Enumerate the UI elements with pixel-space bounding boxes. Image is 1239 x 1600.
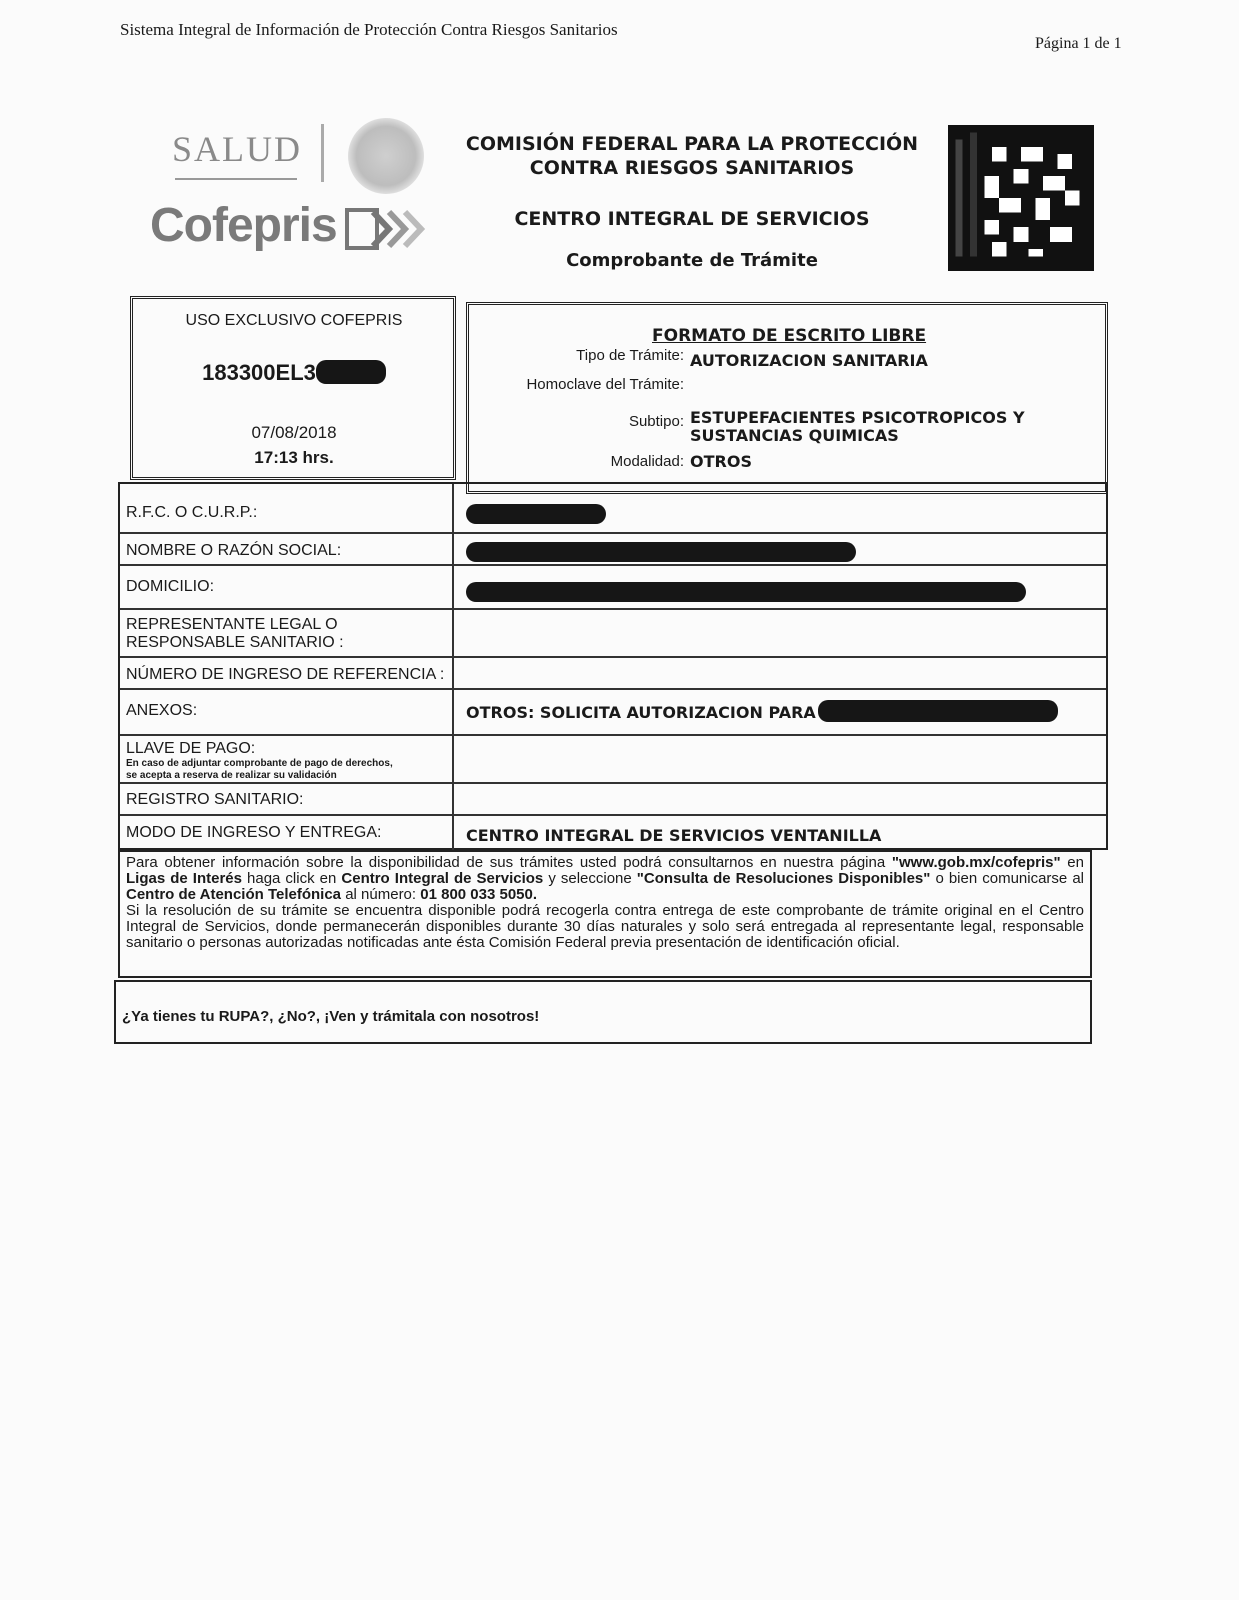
applicant-table	[118, 482, 1108, 850]
info-url: "www.gob.mx/cofepris"	[891, 854, 1061, 871]
rfc-redaction	[466, 504, 606, 524]
info-text-7: Si la resolución de su trámite se encuentra disponible podrá recogerla contra entrega de este comprobante de trámite original en el Centro Integral de Servicios, donde permanecerán disponibles durante 30 días naturales y solo será entregada al representante legal, responsable sanitario o personas autorizadas notificadas ante ésta Comisión Federal previa presentación de identificación oficial.	[126, 902, 1084, 951]
rfc-label: R.F.C. O C.U.R.P.:	[120, 484, 454, 532]
table-row	[120, 816, 1106, 850]
info-text-6: al número:	[341, 886, 421, 903]
domicilio-redaction	[466, 582, 1026, 602]
tipo-value: AUTORIZACION SANITARIA	[690, 351, 928, 370]
llave-label	[120, 736, 454, 782]
llave-note-line-1: En caso de adjuntar comprobante de pago de derechos,	[126, 758, 393, 769]
domicilio-label: DOMICILIO:	[120, 566, 454, 608]
registro-label: REGISTRO SANITARIO:	[120, 784, 454, 814]
anexos-label: ANEXOS:	[120, 690, 454, 734]
info-consulta: "Consulta de Resoluciones Disponibles"	[636, 870, 931, 887]
folio-text: 183300EL3	[202, 360, 316, 385]
info-text-4: y seleccione	[543, 870, 637, 887]
document-title: Comprobante de Trámite	[566, 250, 818, 271]
system-name: Sistema Integral de Información de Protección Contra Riesgos Sanitarios	[120, 20, 618, 39]
domicilio-value	[458, 566, 1106, 608]
info-text-3: haga click en	[241, 870, 342, 887]
subtipo-value-line-1: ESTUPEFACIENTES PSICOTROPICOS Y	[690, 408, 1025, 427]
nombre-value	[458, 534, 1106, 564]
modalidad-value: OTROS	[690, 452, 752, 471]
subtipo-value-line-2: SUSTANCIAS QUIMICAS	[690, 426, 899, 445]
logo-divider	[321, 124, 324, 182]
representante-value	[458, 610, 1106, 656]
rupa-message: ¿Ya tienes tu RUPA?, ¿No?, ¡Ven y trámitala con nosotros!	[114, 980, 1092, 1044]
center-title: CENTRO INTEGRAL DE SERVICIOS	[514, 208, 870, 230]
llave-note-line-2: se acepta a reserva de realizar su validación	[126, 770, 337, 781]
subtipo-label: Subtipo:	[628, 413, 684, 430]
anexos-text: OTROS: SOLICITA AUTORIZACION PARA	[466, 703, 816, 722]
info-text-5: o bien comunicarse al	[930, 870, 1084, 887]
format-heading: FORMATO DE ESCRITO LIBRE	[652, 326, 927, 346]
salud-underline	[175, 178, 297, 180]
table-row	[120, 736, 1106, 784]
table-row	[120, 610, 1106, 658]
cofepris-chevrons-icon	[345, 198, 435, 258]
tipo-label: Tipo de Trámite:	[576, 347, 684, 364]
agency-title-line-2: CONTRA RIESGOS SANITARIOS	[529, 157, 855, 179]
table-row	[120, 534, 1106, 566]
representante-label-line-1: REPRESENTANTE LEGAL O	[126, 616, 338, 633]
modo-value: CENTRO INTEGRAL DE SERVICIOS VENTANILLA	[466, 826, 882, 845]
modalidad-label: Modalidad:	[610, 453, 684, 470]
salud-seal-icon	[348, 118, 424, 194]
exclusive-use-heading: USO EXCLUSIVO COFEPRIS	[185, 312, 403, 329]
info-text-1: Para obtener información sobre la disponibilidad de sus trámites usted podrá consultarnos en nuestra página	[126, 854, 886, 871]
rfc-value	[458, 484, 1106, 532]
modo-label: MODO DE INGRESO Y ENTREGA:	[120, 816, 454, 850]
table-row	[120, 784, 1106, 816]
info-cat: Centro de Atención Telefónica	[126, 886, 342, 903]
info-cis: Centro Integral de Servicios	[341, 870, 544, 887]
registro-value	[458, 784, 1106, 814]
info-paragraph	[118, 850, 1092, 978]
receipt-time: 17:13 hrs.	[254, 448, 334, 467]
info-ligas: Ligas de Interés	[126, 870, 242, 887]
table-row	[120, 658, 1106, 690]
table-row	[120, 690, 1106, 736]
representante-label-line-2: RESPONSABLE SANITARIO :	[126, 634, 344, 651]
referencia-label: NÚMERO DE INGRESO DE REFERENCIA :	[120, 658, 454, 688]
anexos-redaction	[818, 700, 1058, 722]
info-phone: 01 800 033 5050.	[420, 886, 538, 903]
folio-number	[133, 360, 455, 386]
receipt-date: 07/08/2018	[251, 423, 337, 442]
table-row	[120, 566, 1106, 610]
llave-value	[458, 736, 1106, 782]
salud-logo: SALUD	[172, 129, 303, 169]
cofepris-logo: Cofepris	[150, 199, 337, 252]
anexos-value	[458, 690, 1106, 734]
page-number: Página 1 de 1	[1035, 35, 1122, 52]
representante-label	[120, 610, 454, 656]
referencia-value	[458, 658, 1106, 688]
homoclave-label: Homoclave del Trámite:	[526, 376, 684, 393]
table-row	[120, 484, 1106, 534]
datamatrix-code-icon	[948, 123, 1094, 273]
nombre-label: NOMBRE O RAZÓN SOCIAL:	[120, 534, 454, 564]
llave-label-text: LLAVE DE PAGO:	[126, 740, 256, 757]
info-text-2: en	[1060, 854, 1084, 871]
nombre-redaction	[466, 542, 856, 562]
agency-title-line-1: COMISIÓN FEDERAL PARA LA PROTECCIÓN	[465, 133, 919, 155]
folio-redaction	[316, 360, 386, 384]
